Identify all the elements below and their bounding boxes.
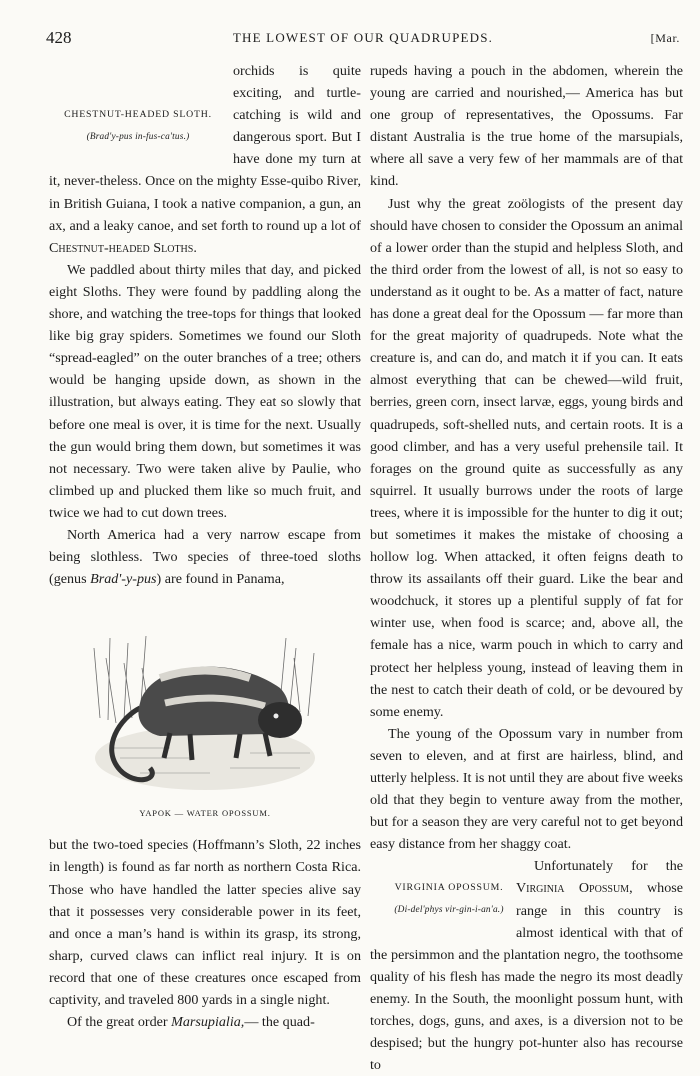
species-name: Virginia Opossum [516, 880, 630, 897]
yapok-illustration [80, 608, 330, 798]
paragraph: The young of the Opossum vary in number from seven to eleven, and at first are hairless, blind, and utterly helpless. It is not until they are about five weeks old that they begin to venture away from the mother, but for a season they are very careful not to get beyond easy distance from her shaggy coat. [370, 725, 683, 853]
sidenote-title: CHESTNUT-HEADED SLOTH. [64, 109, 212, 120]
text: . [193, 239, 197, 256]
paragraph [49, 60, 361, 259]
text: North America had a very narrow escape from being slothless. Two species of three-toed sloths (genus [49, 526, 361, 588]
species-name: Chestnut-headed Sloths [49, 239, 194, 256]
sidenote-title: VIRGINIA OPOSSUM. [394, 882, 504, 894]
figure-yapok [49, 608, 361, 824]
sidenote-scientific-name: (Brad'y-pus in-fus-ca'tus.) [86, 132, 190, 142]
paragraph: Just why the great zoölogists of the present day should have chosen to consider the Opossum an animal of a lower order than the stupid and helpless Sloth, and the third order from the lowest of all, is not so easy to understand as it ought to be. As a matter of fact, nature has done a great deal for the Opossum — far more than for the great majority of quadrupeds. Note what the creature is, and can do, and match it if you can. It eats almost everything that can be chewed—wild fruit, berries, green corn, insect larvæ, eggs, young birds and quadrupeds, soft-shelled nuts, and certain roots. It is a good climber, and has a very useful prehensile tail. It forages on the ground quite as successfully as any squirrel. It usually burrows under the roots of large trees, where it is impossible for the hunter to dig it out; but sometimes it makes the mistake of choosing a hollow log. When attacked, it often feigns death to throw its assailants off their guard. Like the bear and woodchuck, it stores up a plentiful supply of fat for winter use, when food is scarce; and, above all, the female has a nice, warm pouch in which to carry and protect her helpless young, instead of leaving them in the nest to catch their death of cold, or be devoured by some enemy. [370, 195, 683, 720]
text: , whose range in this country is almost identical with that of the persimmon and the plantation negro, the toothsome quality of his flesh has made the negro its most deadly enemy. In the South, the moonlight possum hunt, with torches, dogs, guns, and axes, is a diversion not to be despised; but the hungry pot-hunter also has recourse to [370, 880, 683, 1074]
figure-caption: YAPOK — WATER OPOSSUM. [139, 808, 271, 819]
running-header [46, 28, 680, 50]
page-number: 428 [46, 28, 72, 47]
text: ) are found in Panama, [156, 571, 285, 588]
yapok-head [258, 702, 302, 738]
sidenote-scientific-name: (Di-del'phys vir-gin-i-an'a.) [394, 905, 504, 916]
genus-name: Brad'-y-pus [90, 571, 157, 588]
paragraph [49, 1011, 361, 1033]
eye [274, 714, 279, 719]
left-column [49, 60, 361, 1033]
text: Unfortunately for the [534, 858, 683, 875]
text: — the quad- [244, 1014, 315, 1031]
paragraph: but the two-toed species (Hoffmann’s Sloth, 22 inches in length) is found as far north as northern Costa Rica. Those who have handled the latter species alive say that it possesses very considerable power in its feet, and once a man’s hand is within its grasp, its strong, sharp, curved claws can inflict real injury. It is on record that one of these creatures once escaped from captivity, and traveled 800 yards in a single night. [49, 837, 361, 1008]
paragraph [49, 524, 361, 590]
order-name: Marsupialia, [171, 1014, 245, 1031]
paragraph: rupeds having a pouch in the abdomen, wherein the young are carried and nourished,— America has but one group of representatives, the Opossums. Far distant Australia is the true home of the marsupials, where all save a very few of her mammals are of that kind. [370, 63, 683, 190]
paragraph [370, 855, 683, 1076]
running-title: THE LOWEST OF OUR QUADRUPEDS. [232, 30, 494, 45]
issue-month: [Mar. [650, 31, 680, 45]
sidenote-virginia-opossum [370, 877, 510, 923]
text: Of the great order [67, 1014, 172, 1031]
sidenote-chestnut-headed-sloth [49, 104, 227, 150]
paragraph: We paddled about thirty miles that day, and picked eight Sloths. They were found by paddling along the shore, and watching the tree-tops for things that looked like big gray spiders. Sometimes we found our Sloth “spread-eagled” on the outer branches of a tree; others would be hanging upside down, as shown in the illustration, but always eating. They eat so slowly that before one meal is over, it is time for the next. Usually the gun would bring them down, but sometimes it was not necessary. Two were taken alive by Paulie, who climbed up and plucked them like so much fruit, and twice we had to cut down trees. [49, 261, 361, 521]
text: orchids is quite exciting, and turtle-catching is wild and dangerous sport. But I have done my turn at it, never-theless. Once on the mighty Esse-quibo River, in British Guiana, I took a native companion, a gun, an ax, and a leaky canoe, and set forth to round up a lot of [49, 63, 361, 234]
right-column [370, 60, 683, 1076]
